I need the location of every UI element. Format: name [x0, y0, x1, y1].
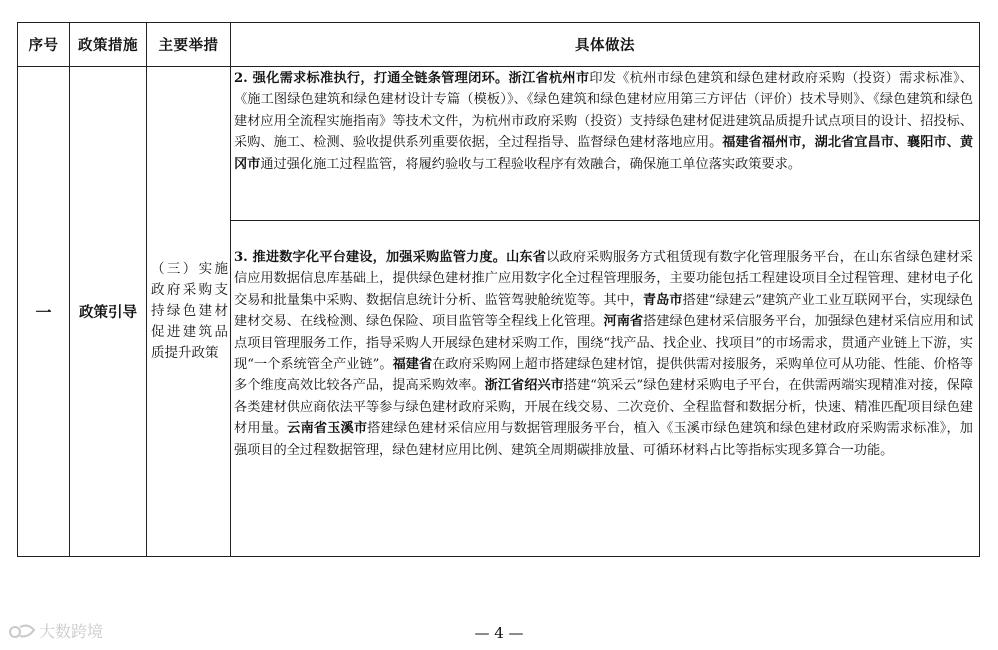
practice-emphasis-text: 福建省福州市，湖北省宜昌市、襄阳市、黄冈市: [234, 135, 974, 172]
practice-text: 搭建“筑采云”绿色建材采购电子平台，在供需两端实现精准对接，保障各类建材供应商依法平等参与绿色建材政府采购，开展在线交易、二次竞价、全程监督和数据分析，快速、精准匹配项目绿色建材用量。: [234, 378, 974, 437]
header-no: 序号: [18, 23, 70, 67]
practice-text: 通过强化施工过程监管，将履约验收与工程验收程序有效融合，确保施工单位落实政策要求。: [260, 156, 802, 172]
policy-table: [17, 22, 980, 557]
practice-text: 印发《杭州市绿色建筑和绿色建材政府采购（投资）需求标准》、《施工图绿色建筑和绿色建材设计专篇（模板）》、《绿色建筑和绿色建材应用第三方评估（评价）技术导则》、《绿色建筑和绿色建材应用全流程实施指南》等技术文件，为杭州市政府采购（投资）支持绿色建材促进建筑品质提升试点项目的设计、招投标、采购、施工、检测、验收提供系列重要依据，全过程指导、监督绿色建材落地应用。: [234, 71, 973, 151]
header-practice: 具体做法: [231, 23, 980, 67]
table-row: [18, 67, 980, 557]
table-header-row: [18, 23, 980, 67]
practice-text: 搭建绿色建材采信服务平台，加强绿色建材采信应用和试点项目管理服务工作，指导采购人开展绿色建材采购工作，围绕“找产品、找企业、找项目”的市场需求，贯通产业链上下游，实现“一个系统管全产业链”。: [234, 314, 974, 373]
practice-emphasis-text: 河南省: [603, 314, 644, 330]
practice-emphasis-text: 2. 强化需求标准执行，打通全链条管理闭环。浙江省杭州市: [234, 71, 590, 86]
practice-block-digital-platform: [231, 221, 979, 461]
practice-text: 搭建绿色建材采信应用与数据管理服务平台，植入《玉溪市绿色建筑和绿色建材政府采购需求标准》，加强项目的全过程数据管理，绿色建材应用比例、建筑全周期碳排放量、可循环材料占比等指标实现多算合一功能。: [234, 421, 973, 458]
practice-block-hangzhou: [231, 67, 979, 221]
page-number: — 4 —: [474, 624, 524, 642]
practice-text: 在政府采购网上超市搭建绿色建材馆，提供供需对接服务，采购单位可从功能、性能、价格等多个维度高效比较各产品，提高采购效率。: [234, 357, 974, 394]
practice-emphasis-text: 福建省: [392, 357, 433, 373]
practice-emphasis-text: 云南省玉溪市: [287, 421, 368, 437]
row-measure: 政策引导: [70, 67, 147, 557]
practice-text: 搭建“绿建云”建筑产业工业互联网平台，实现绿色建材交易、在线检测、绿色保险、项目监管等全程线上化管理。: [234, 292, 973, 330]
row-practice: [231, 67, 980, 557]
watermark-text: 大数跨境: [39, 622, 104, 641]
header-measure: 政策措施: [70, 23, 147, 67]
header-main-action: 主要举措: [147, 23, 231, 67]
practice-emphasis-text: 3. 推进数字化平台建设，加强采购监管力度。山东省: [234, 250, 547, 265]
row-main-action: （三）实施政府采购支持绿色建材促进建筑品质提升政策: [147, 67, 231, 557]
practice-emphasis-text: 浙江省绍兴市: [484, 378, 564, 394]
practice-text: 以政府采购服务方式租赁现有数字化管理服务平台，在山东省绿色建材采信应用数据信息库基础上，提供绿色建材推广应用数字化全过程管理服务，主要功能包括工程建设项目全过程管理、建材电子化交易和批量集中采购、数据信息统计分析、监管驾驶舱统览等。其中，: [234, 250, 973, 308]
practice-emphasis-text: 青岛市: [642, 292, 683, 308]
row-no: 一: [18, 67, 70, 557]
